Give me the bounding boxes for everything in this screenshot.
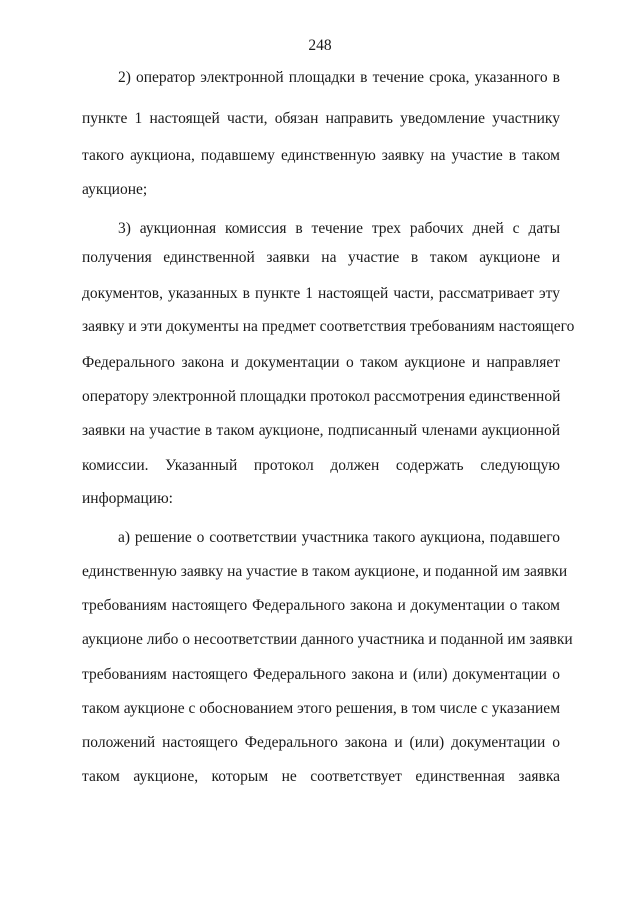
page-number: 248 bbox=[308, 37, 332, 54]
text-line: заявку и эти документы на предмет соответствия требованиям настоящего bbox=[82, 318, 575, 335]
text-line: оператору электронной площадки протокол рассмотрения единственной bbox=[82, 388, 561, 405]
text-line: 3) аукционная комиссия в течение трех рабочих дней с даты bbox=[118, 220, 560, 237]
text-line: таком аукционе, которым не соответствует единственная заявка bbox=[82, 768, 560, 785]
text-line: информацию: bbox=[82, 490, 173, 507]
text-line: такого аукциона, подавшему единственную заявку на участие в таком bbox=[82, 147, 560, 164]
text-line: комиссии. Указанный протокол должен содержать следующую bbox=[82, 457, 560, 474]
text-line: положений настоящего Федерального закона и (или) документации о bbox=[82, 734, 560, 751]
text-line: получения единственной заявки на участие в таком аукционе и bbox=[82, 249, 560, 266]
text-line: а) решение о соответствии участника такого аукциона, подавшего bbox=[118, 529, 560, 546]
text-line: требованиям настоящего Федерального закона и документации о таком bbox=[82, 597, 560, 614]
text-line: Федерального закона и документации о таком аукционе и направляет bbox=[82, 354, 560, 371]
text-line: 2) оператор электронной площадки в течение срока, указанного в bbox=[118, 69, 560, 86]
text-line: аукционе; bbox=[82, 181, 148, 198]
text-line: заявки на участие в таком аукционе, подписанный членами аукционной bbox=[82, 422, 560, 439]
text-line: документов, указанных в пункте 1 настоящей части, рассматривает эту bbox=[82, 285, 560, 302]
text-line: пункте 1 настоящей части, обязан направить уведомление участнику bbox=[82, 110, 560, 127]
text-line: таком аукционе с обоснованием этого решения, в том числе с указанием bbox=[82, 700, 560, 717]
text-line: требованиям настоящего Федерального закона и (или) документации о bbox=[82, 666, 560, 683]
text-line: аукционе либо о несоответствии данного участника и поданной им заявки bbox=[82, 631, 573, 648]
text-line: единственную заявку на участие в таком аукционе, и поданной им заявки bbox=[82, 563, 568, 580]
